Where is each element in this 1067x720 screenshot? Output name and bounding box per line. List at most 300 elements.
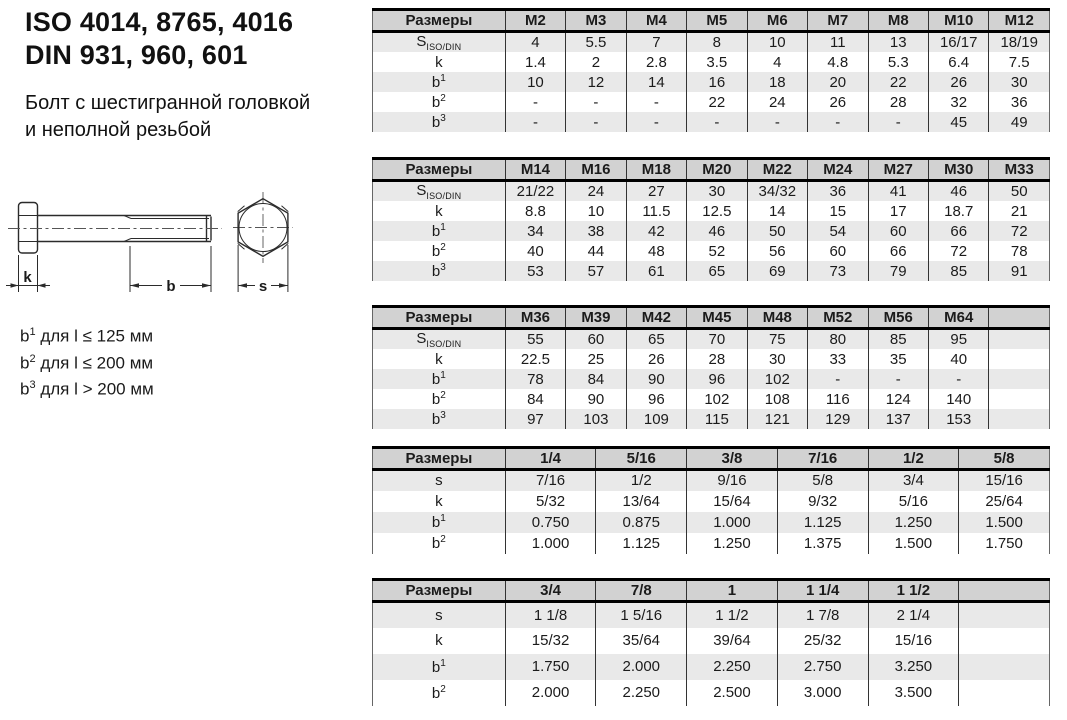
value-cell: 3.000 xyxy=(777,680,868,706)
value-cell: 18 xyxy=(747,72,807,92)
value-cell: 90 xyxy=(626,369,686,389)
value-cell: 50 xyxy=(747,221,807,241)
size-column-header: 7/16 xyxy=(777,448,868,470)
value-cell: 41 xyxy=(868,181,928,202)
value-cell: 5/16 xyxy=(868,491,959,512)
value-cell: 44 xyxy=(566,241,626,261)
header-row xyxy=(373,10,1050,32)
table-metric-m2-m12 xyxy=(372,8,1050,132)
value-cell: 5.3 xyxy=(868,52,928,72)
value-cell: 8.8 xyxy=(505,201,565,221)
row-label: $b^3$ xyxy=(373,112,506,132)
row-label: s xyxy=(373,470,506,491)
size-column-header: 1 1/2 xyxy=(868,580,959,602)
row-label-header: Размеры xyxy=(373,159,506,181)
value-cell: 2.750 xyxy=(777,654,868,680)
value-cell: 53 xyxy=(505,261,565,281)
row-label: $b^2$ xyxy=(431,390,446,408)
value-cell: 1.375 xyxy=(777,533,868,554)
table-inch-threequarters-to-oneandhalf xyxy=(372,578,1050,706)
value-cell: 78 xyxy=(505,369,565,389)
value-cell: 10 xyxy=(505,72,565,92)
value-cell: 91 xyxy=(989,261,1050,281)
s-arrow-left xyxy=(238,283,247,288)
value-cell: 102 xyxy=(747,369,807,389)
data-row xyxy=(373,491,1050,512)
value-cell: 34/32 xyxy=(747,181,807,202)
value-cell: 1.4 xyxy=(505,52,565,72)
size-column-header: 5/16 xyxy=(596,448,687,470)
size-column-header: 1/4 xyxy=(505,448,596,470)
value-cell: - xyxy=(868,112,928,132)
size-column-header: M14 xyxy=(505,159,565,181)
data-row xyxy=(373,241,1050,261)
value-cell: 25/32 xyxy=(777,628,868,654)
row-label-header: Размеры xyxy=(373,580,506,602)
value-cell: 15/32 xyxy=(505,628,596,654)
note-b1-symbol: b xyxy=(20,326,30,346)
value-cell xyxy=(989,409,1050,429)
data-row xyxy=(373,602,1050,628)
value-cell: 11.5 xyxy=(626,201,686,221)
value-cell: 1 1/8 xyxy=(505,602,596,628)
b-arrow-right xyxy=(202,283,211,288)
value-cell: 39/64 xyxy=(687,628,778,654)
data-row xyxy=(373,512,1050,533)
value-cell: 25/64 xyxy=(959,491,1050,512)
note-b2 xyxy=(20,348,154,375)
size-column-header: 3/8 xyxy=(687,448,778,470)
bolt-side-view xyxy=(8,203,222,254)
s-dimension-label: s xyxy=(258,278,268,295)
value-cell: 46 xyxy=(928,181,988,202)
value-cell: 52 xyxy=(687,241,747,261)
value-cell: 1.125 xyxy=(777,512,868,533)
value-cell: 4 xyxy=(505,32,565,53)
value-cell: 57 xyxy=(566,261,626,281)
value-cell: 2.8 xyxy=(626,52,686,72)
note-b3-sup: 3 xyxy=(29,379,36,392)
value-cell: 55 xyxy=(505,329,565,350)
value-cell: 36 xyxy=(989,92,1050,112)
data-row xyxy=(373,349,1050,369)
row-label: $b^2$ xyxy=(431,242,446,260)
value-cell: 15/16 xyxy=(868,628,959,654)
note-b3 xyxy=(20,374,154,401)
value-cell: 2 xyxy=(566,52,626,72)
value-cell: 17 xyxy=(868,201,928,221)
size-column-header: 1 1/4 xyxy=(777,580,868,602)
value-cell: 33 xyxy=(808,349,868,369)
value-cell: 28 xyxy=(687,349,747,369)
value-cell: 48 xyxy=(626,241,686,261)
value-cell: 1.750 xyxy=(959,533,1050,554)
value-cell: 1.250 xyxy=(687,533,778,554)
value-cell: - xyxy=(868,369,928,389)
row-label: k xyxy=(435,492,443,510)
value-cell: 116 xyxy=(808,389,868,409)
value-cell: 1.000 xyxy=(505,533,596,554)
value-cell: 3.500 xyxy=(868,680,959,706)
value-cell: 26 xyxy=(626,349,686,369)
spec-table-metric-m14-m33 xyxy=(372,157,1050,281)
value-cell: 7.5 xyxy=(989,52,1050,72)
size-column-header: M56 xyxy=(868,307,928,329)
value-cell: 50 xyxy=(989,181,1050,202)
data-row xyxy=(373,52,1050,72)
data-row xyxy=(373,389,1050,409)
row-label: $b^1$ xyxy=(373,221,506,241)
value-cell: 61 xyxy=(626,261,686,281)
k-dimension-label: k xyxy=(23,269,32,286)
value-cell: 49 xyxy=(989,112,1050,132)
row-label-header: Размеры xyxy=(373,448,506,470)
value-cell: 1.500 xyxy=(959,512,1050,533)
value-cell: - xyxy=(626,92,686,112)
value-cell: 121 xyxy=(747,409,807,429)
data-row xyxy=(373,201,1050,221)
size-column-header: 5/8 xyxy=(959,448,1050,470)
value-cell: 35/64 xyxy=(596,628,687,654)
value-cell: - xyxy=(928,369,988,389)
value-cell: 7 xyxy=(626,32,686,53)
size-column-header xyxy=(989,307,1050,329)
value-cell: 72 xyxy=(928,241,988,261)
size-column-header: M12 xyxy=(989,10,1050,32)
value-cell: 1 5/16 xyxy=(596,602,687,628)
value-cell: 1.500 xyxy=(868,533,959,554)
value-cell: 75 xyxy=(747,329,807,350)
value-cell: 8 xyxy=(687,32,747,53)
value-cell: 0.875 xyxy=(596,512,687,533)
b-arrow-left xyxy=(130,283,139,288)
size-column-header: M3 xyxy=(566,10,626,32)
data-row xyxy=(373,369,1050,389)
value-cell: 3/4 xyxy=(868,470,959,491)
value-cell: 4 xyxy=(747,52,807,72)
spec-table-inch-threequarters-to-oneandhalf xyxy=(372,578,1050,706)
value-cell: 21/22 xyxy=(505,181,565,202)
spec-table-inch-quarter-to-fiveeighths xyxy=(372,446,1050,554)
value-cell xyxy=(989,389,1050,409)
value-cell: 5/8 xyxy=(777,470,868,491)
value-cell: 73 xyxy=(808,261,868,281)
iso-standards-title: ISO 4014, 8765, 4016 xyxy=(25,7,294,37)
standards-title-block xyxy=(25,6,293,72)
value-cell: 60 xyxy=(808,241,868,261)
size-column-header: M39 xyxy=(566,307,626,329)
value-cell xyxy=(959,680,1050,706)
row-label: k xyxy=(435,350,443,368)
value-cell: 109 xyxy=(626,409,686,429)
value-cell: 2.000 xyxy=(596,654,687,680)
data-row xyxy=(373,221,1050,241)
value-cell: 18/19 xyxy=(989,32,1050,53)
value-cell: 10 xyxy=(747,32,807,53)
data-row xyxy=(373,533,1050,554)
b-dimension-label: b xyxy=(166,278,176,295)
value-cell: 40 xyxy=(505,241,565,261)
spec-table-metric-m36-m64 xyxy=(372,305,1050,429)
row-label: $S_{ISO/DIN}$ xyxy=(373,181,506,202)
size-column-header: M27 xyxy=(868,159,928,181)
size-column-header: M2 xyxy=(505,10,565,32)
note-b1 xyxy=(20,321,154,348)
value-cell: 108 xyxy=(747,389,807,409)
value-cell: 21 xyxy=(989,201,1050,221)
size-column-header xyxy=(959,580,1050,602)
data-row xyxy=(373,409,1050,429)
value-cell: 45 xyxy=(928,112,988,132)
size-column-header: M4 xyxy=(626,10,686,32)
value-cell: 78 xyxy=(989,241,1050,261)
data-row xyxy=(373,470,1050,491)
data-row xyxy=(373,32,1050,53)
value-cell: 24 xyxy=(566,181,626,202)
size-column-header: M20 xyxy=(687,159,747,181)
value-cell: 66 xyxy=(868,241,928,261)
size-column-header: M6 xyxy=(747,10,807,32)
size-column-header: 1/2 xyxy=(868,448,959,470)
value-cell: 1.000 xyxy=(687,512,778,533)
value-cell: 32 xyxy=(928,92,988,112)
table-inch-quarter-to-fiveeighths xyxy=(372,446,1050,554)
value-cell: 5.5 xyxy=(566,32,626,53)
thread-length-notes xyxy=(20,321,154,401)
row-label: $S_{ISO/DIN}$ xyxy=(373,32,506,53)
value-cell: 30 xyxy=(989,72,1050,92)
row-label: $b^2$ xyxy=(431,93,446,111)
note-b2-symbol: b xyxy=(20,353,30,373)
bolt-head-outline xyxy=(19,203,38,254)
value-cell xyxy=(959,654,1050,680)
data-row xyxy=(373,72,1050,92)
value-cell: 72 xyxy=(989,221,1050,241)
product-description xyxy=(25,90,310,144)
value-cell: 4.8 xyxy=(808,52,868,72)
size-column-header: M30 xyxy=(928,159,988,181)
value-cell: 12 xyxy=(566,72,626,92)
value-cell: 35 xyxy=(868,349,928,369)
note-b1-text: для l ≤ 125 мм xyxy=(35,326,154,346)
value-cell: 13/64 xyxy=(596,491,687,512)
value-cell: 16 xyxy=(687,72,747,92)
header-row xyxy=(373,448,1050,470)
size-column-header: M8 xyxy=(868,10,928,32)
row-label-header: Размеры xyxy=(373,10,506,32)
value-cell: 24 xyxy=(747,92,807,112)
value-cell: 16/17 xyxy=(928,32,988,53)
size-column-header: M5 xyxy=(687,10,747,32)
value-cell: 15/16 xyxy=(959,470,1050,491)
value-cell: 3.5 xyxy=(687,52,747,72)
value-cell: 1/2 xyxy=(596,470,687,491)
note-b3-symbol: b xyxy=(20,379,30,399)
size-column-header: 1 xyxy=(687,580,778,602)
value-cell: 84 xyxy=(566,369,626,389)
value-cell: - xyxy=(687,112,747,132)
value-cell: - xyxy=(747,112,807,132)
value-cell: 96 xyxy=(626,389,686,409)
value-cell: 26 xyxy=(808,92,868,112)
bolt-technical-drawing xyxy=(0,185,310,300)
data-row xyxy=(373,654,1050,680)
value-cell: 85 xyxy=(928,261,988,281)
size-column-header: M22 xyxy=(747,159,807,181)
value-cell: 54 xyxy=(808,221,868,241)
din-standards-title: DIN 931, 960, 601 xyxy=(25,40,248,70)
value-cell: 79 xyxy=(868,261,928,281)
value-cell: 12.5 xyxy=(687,201,747,221)
value-cell: 56 xyxy=(747,241,807,261)
size-column-header: M18 xyxy=(626,159,686,181)
size-column-header: 7/8 xyxy=(596,580,687,602)
value-cell: 14 xyxy=(626,72,686,92)
spec-table-metric-m2-m12 xyxy=(372,8,1050,132)
size-column-header: M16 xyxy=(566,159,626,181)
value-cell: 0.750 xyxy=(505,512,596,533)
size-column-header: M48 xyxy=(747,307,807,329)
value-cell: 60 xyxy=(868,221,928,241)
data-row xyxy=(373,92,1050,112)
value-cell: 2 1/4 xyxy=(868,602,959,628)
value-cell: 15 xyxy=(808,201,868,221)
data-row xyxy=(373,112,1050,132)
value-cell: 5/32 xyxy=(505,491,596,512)
value-cell: 1 7/8 xyxy=(777,602,868,628)
header-row xyxy=(373,159,1050,181)
value-cell: 13 xyxy=(868,32,928,53)
value-cell: 65 xyxy=(687,261,747,281)
row-label: $b^1$ xyxy=(373,654,506,680)
value-cell: 102 xyxy=(687,389,747,409)
value-cell: 9/32 xyxy=(777,491,868,512)
value-cell: 25 xyxy=(566,349,626,369)
value-cell: - xyxy=(505,112,565,132)
value-cell: 9/16 xyxy=(687,470,778,491)
value-cell: 1.125 xyxy=(596,533,687,554)
value-cell: 1 1/2 xyxy=(687,602,778,628)
value-cell: 6.4 xyxy=(928,52,988,72)
row-label: $b^1$ xyxy=(373,72,506,92)
value-cell: 69 xyxy=(747,261,807,281)
value-cell: 137 xyxy=(868,409,928,429)
value-cell: 36 xyxy=(808,181,868,202)
row-label: $b^2$ xyxy=(431,534,446,552)
note-b3-text: для l > 200 мм xyxy=(35,379,154,399)
value-cell: 129 xyxy=(808,409,868,429)
value-cell: - xyxy=(808,369,868,389)
row-label: k xyxy=(435,632,443,649)
value-cell: 40 xyxy=(928,349,988,369)
value-cell: 10 xyxy=(566,201,626,221)
value-cell: 15/64 xyxy=(687,491,778,512)
value-cell: 90 xyxy=(566,389,626,409)
value-cell: 30 xyxy=(747,349,807,369)
value-cell xyxy=(989,329,1050,350)
k-arrow-left xyxy=(11,283,19,288)
value-cell: 153 xyxy=(928,409,988,429)
dimension-b xyxy=(130,246,211,295)
value-cell: 2.500 xyxy=(687,680,778,706)
value-cell: 2.000 xyxy=(505,680,596,706)
data-row xyxy=(373,628,1050,654)
value-cell: 95 xyxy=(928,329,988,350)
row-label: s xyxy=(373,602,506,628)
size-column-header: 3/4 xyxy=(505,580,596,602)
size-column-header: M7 xyxy=(808,10,868,32)
value-cell: 85 xyxy=(868,329,928,350)
value-cell: 70 xyxy=(687,329,747,350)
value-cell: 60 xyxy=(566,329,626,350)
size-column-header: M64 xyxy=(928,307,988,329)
value-cell: 20 xyxy=(808,72,868,92)
value-cell: 34 xyxy=(505,221,565,241)
value-cell: 11 xyxy=(808,32,868,53)
row-label: $b^1$ xyxy=(373,369,506,389)
value-cell: 2.250 xyxy=(687,654,778,680)
note-b1-sup: 1 xyxy=(29,326,36,338)
dimension-k xyxy=(6,255,50,292)
value-cell: 1.250 xyxy=(868,512,959,533)
value-cell: - xyxy=(808,112,868,132)
header-row xyxy=(373,307,1050,329)
value-cell: 22.5 xyxy=(505,349,565,369)
value-cell: 22 xyxy=(868,72,928,92)
row-label: $b^3$ xyxy=(373,409,506,429)
value-cell: 84 xyxy=(505,389,565,409)
size-column-header: M42 xyxy=(626,307,686,329)
value-cell: 28 xyxy=(868,92,928,112)
value-cell: 140 xyxy=(928,389,988,409)
size-column-header: M45 xyxy=(687,307,747,329)
description-line-2: и неполной резьбой xyxy=(25,119,212,141)
value-cell: - xyxy=(566,92,626,112)
description-line-1: Болт с шестигранной головкой xyxy=(25,92,311,114)
table-metric-m14-m33 xyxy=(372,157,1050,281)
row-label: $b^3$ xyxy=(373,261,506,281)
s-arrow-right xyxy=(279,283,288,288)
value-cell: 26 xyxy=(928,72,988,92)
note-b2-sup: 2 xyxy=(29,352,36,365)
value-cell: 38 xyxy=(566,221,626,241)
size-column-header: M33 xyxy=(989,159,1050,181)
value-cell: 46 xyxy=(687,221,747,241)
header-row xyxy=(373,580,1050,602)
value-cell: 14 xyxy=(747,201,807,221)
data-row xyxy=(373,261,1050,281)
size-column-header: M52 xyxy=(808,307,868,329)
value-cell: 22 xyxy=(687,92,747,112)
value-cell: - xyxy=(505,92,565,112)
row-label: $b^1$ xyxy=(373,512,506,533)
value-cell: 42 xyxy=(626,221,686,241)
value-cell: 80 xyxy=(808,329,868,350)
k-arrow-right xyxy=(38,283,46,288)
row-label: k xyxy=(435,202,443,220)
value-cell xyxy=(989,369,1050,389)
note-b2-text: для l ≤ 200 мм xyxy=(35,353,154,373)
value-cell: 18.7 xyxy=(928,201,988,221)
value-cell: 2.250 xyxy=(596,680,687,706)
value-cell: 1.750 xyxy=(505,654,596,680)
table-metric-m36-m64 xyxy=(372,305,1050,429)
value-cell: 3.250 xyxy=(868,654,959,680)
value-cell: 65 xyxy=(626,329,686,350)
value-cell: - xyxy=(626,112,686,132)
row-label-header: Размеры xyxy=(373,307,506,329)
row-label: k xyxy=(435,53,443,71)
